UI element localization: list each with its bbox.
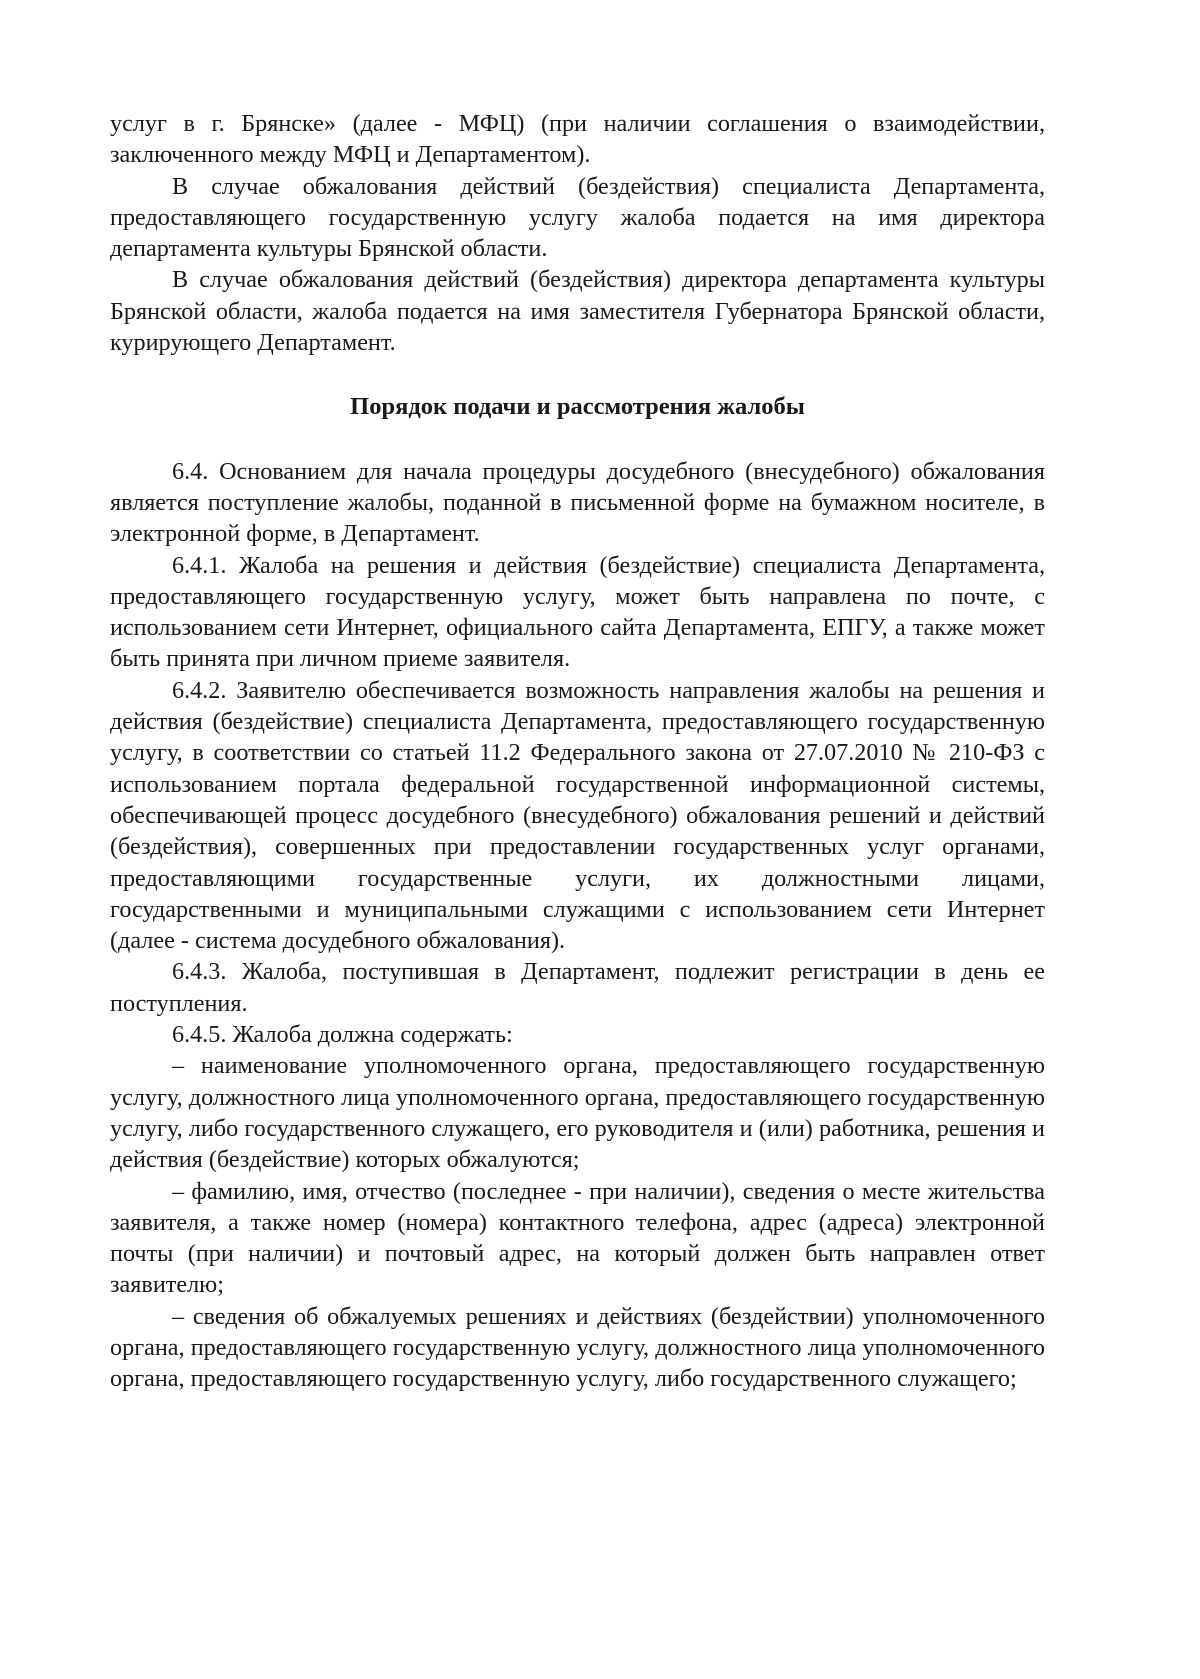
list-item-appealed-decisions: – сведения об обжалуемых решениях и действиях (бездействии) уполномоченного органа, предоставляющего государственную услугу, должностного лица уполномоченного органа, предоставляющего государственную услугу, либо государственного служащего; <box>110 1302 1045 1393</box>
paragraph-6-4-2: 6.4.2. Заявителю обеспечивается возможность направления жалобы на решения и действия (бездействие) специалиста Департамента, предоставляющего государственную услугу, в соответствии со статьей 11.2 Федерального закона от 27.07.2010 № 210-ФЗ с использованием портала федеральной государственной информационной системы, обеспечивающей процесс досудебного (внесудебного) обжалования решений и действий (бездействия), совершенных при предоставлении государственных услуг органами, предоставляющими государственные услуги, их должностными лицами, государственными и муниципальными служащими с использованием сети Интернет (далее - система досудебного обжалования). <box>110 676 1045 955</box>
list-item-authority-name: – наименование уполномоченного органа, предоставляющего государственную услугу, должностного лица уполномоченного органа, предоставляющего государственную услугу, либо государственного служащего, его руководителя и (или) работника, решения и действия (бездействие) которых обжалуются; <box>110 1052 1045 1174</box>
document-page <box>110 108 1045 1395</box>
paragraph-complaint-specialist: В случае обжалования действий (бездействия) специалиста Департамента, предоставляющего государственную услугу жалоба подается на имя директора департамента культуры Брянской области. <box>110 172 1045 263</box>
paragraph-6-4: 6.4. Основанием для начала процедуры досудебного (внесудебного) обжалования является поступление жалобы, поданной в письменной форме на бумажном носителе, в электронной форме, в Департамент. <box>110 457 1045 548</box>
paragraph-6-4-3: 6.4.3. Жалоба, поступившая в Департамент, подлежит регистрации в день ее поступления. <box>110 958 1045 1017</box>
paragraph-continuation-mfc: услуг в г. Брянске» (далее - МФЦ) (при наличии соглашения о взаимодействии, заключенного между МФЦ и Департаментом). <box>110 110 1045 169</box>
paragraph-6-4-1: 6.4.1. Жалоба на решения и действия (бездействие) специалиста Департамента, предоставляющего государственную услугу, может быть направлена по почте, с использованием сети Интернет, официального сайта Департамента, ЕПГУ, а также может быть принята при личном приеме заявителя. <box>110 551 1045 673</box>
list-item-applicant-details: – фамилию, имя, отчество (последнее - при наличии), сведения о месте жительства заявителя, а также номер (номера) контактного телефона, адрес (адреса) электронной почты (при наличии) и почтовый адрес, на который должен быть направлен ответ заявителю; <box>110 1177 1045 1299</box>
paragraph-6-4-5: 6.4.5. Жалоба должна содержать: <box>172 1021 513 1049</box>
paragraph-complaint-director: В случае обжалования действий (бездействия) директора департамента культуры Брянской области, жалоба подается на имя заместителя Губернатора Брянской области, курирующего Департамент. <box>110 266 1045 357</box>
section-heading: Порядок подачи и рассмотрения жалобы <box>350 393 805 421</box>
